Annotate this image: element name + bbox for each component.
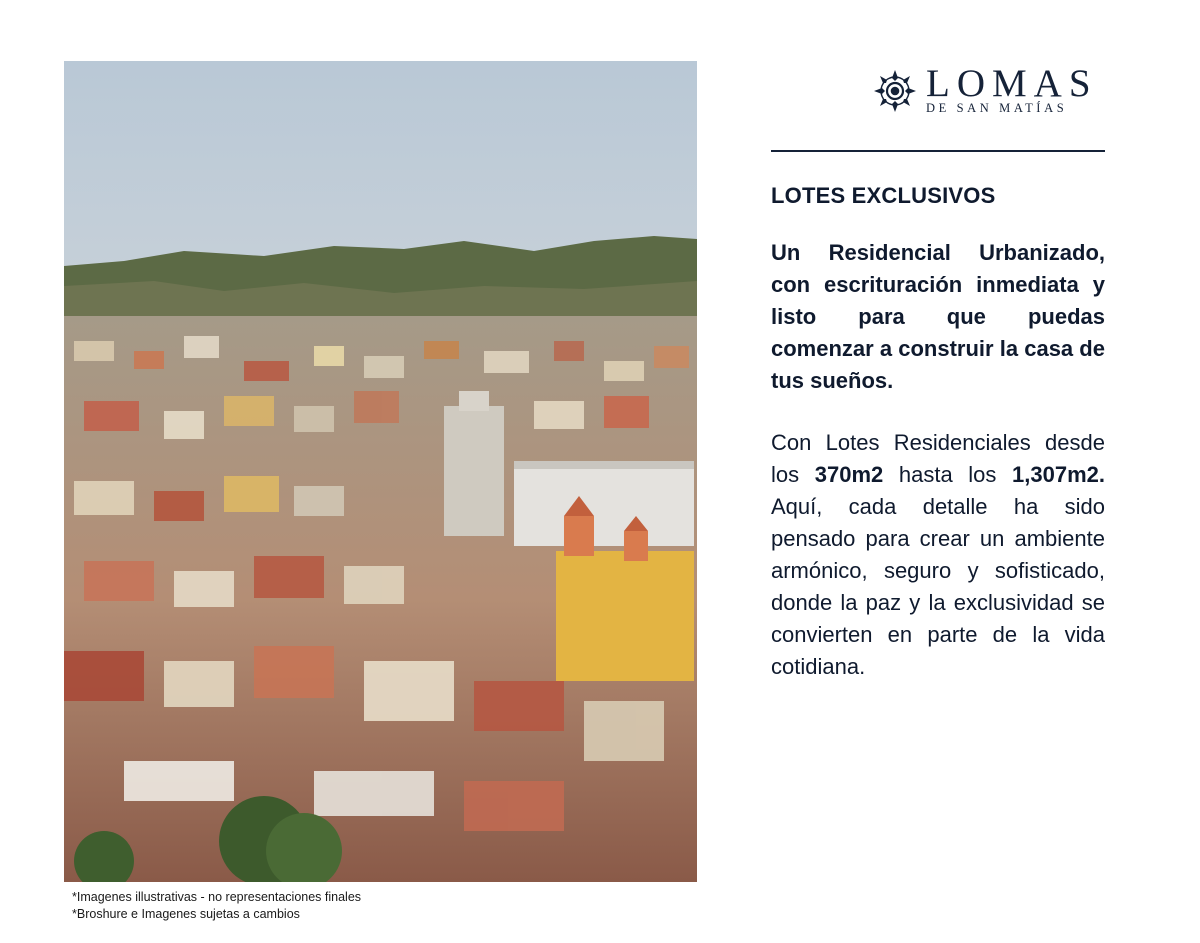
size-from: 370m2	[814, 462, 884, 487]
divider	[771, 150, 1105, 152]
caption-line: *Broshure e Imagenes sujetas a cambios	[72, 906, 300, 921]
caption-line: *Imagenes illustrativas - no representaciones finales	[72, 890, 362, 904]
brand-name: LOMAS	[926, 62, 1098, 105]
brand-logo	[872, 62, 1104, 118]
mandala-icon	[872, 68, 918, 114]
city-illustration	[64, 61, 697, 882]
body-paragraph	[771, 427, 1105, 683]
size-to: 1,307m2.	[1012, 462, 1105, 487]
city-photo	[64, 61, 697, 882]
body-text-3: Aquí, cada detalle ha sido pensado para crear un ambiente armónico, seguro y sofisticado, donde la paz y la exclusividad se convierten en parte de la vida cotidiana.	[771, 494, 1105, 679]
brand-subtitle: DE SAN MATÍAS	[926, 101, 1068, 115]
lead-paragraph: Un Residencial Urbanizado, con escrituración inmediata y listo para que puedas comenzar a construir la casa de tus sueños.	[771, 240, 1105, 393]
disclaimer-captions	[72, 889, 361, 922]
body-text-2: hasta los	[883, 462, 1013, 487]
body-text-1: Con Lotes Residenciales desde los	[771, 430, 1105, 487]
section-title: LOTES EXCLUSIVOS	[771, 183, 996, 208]
